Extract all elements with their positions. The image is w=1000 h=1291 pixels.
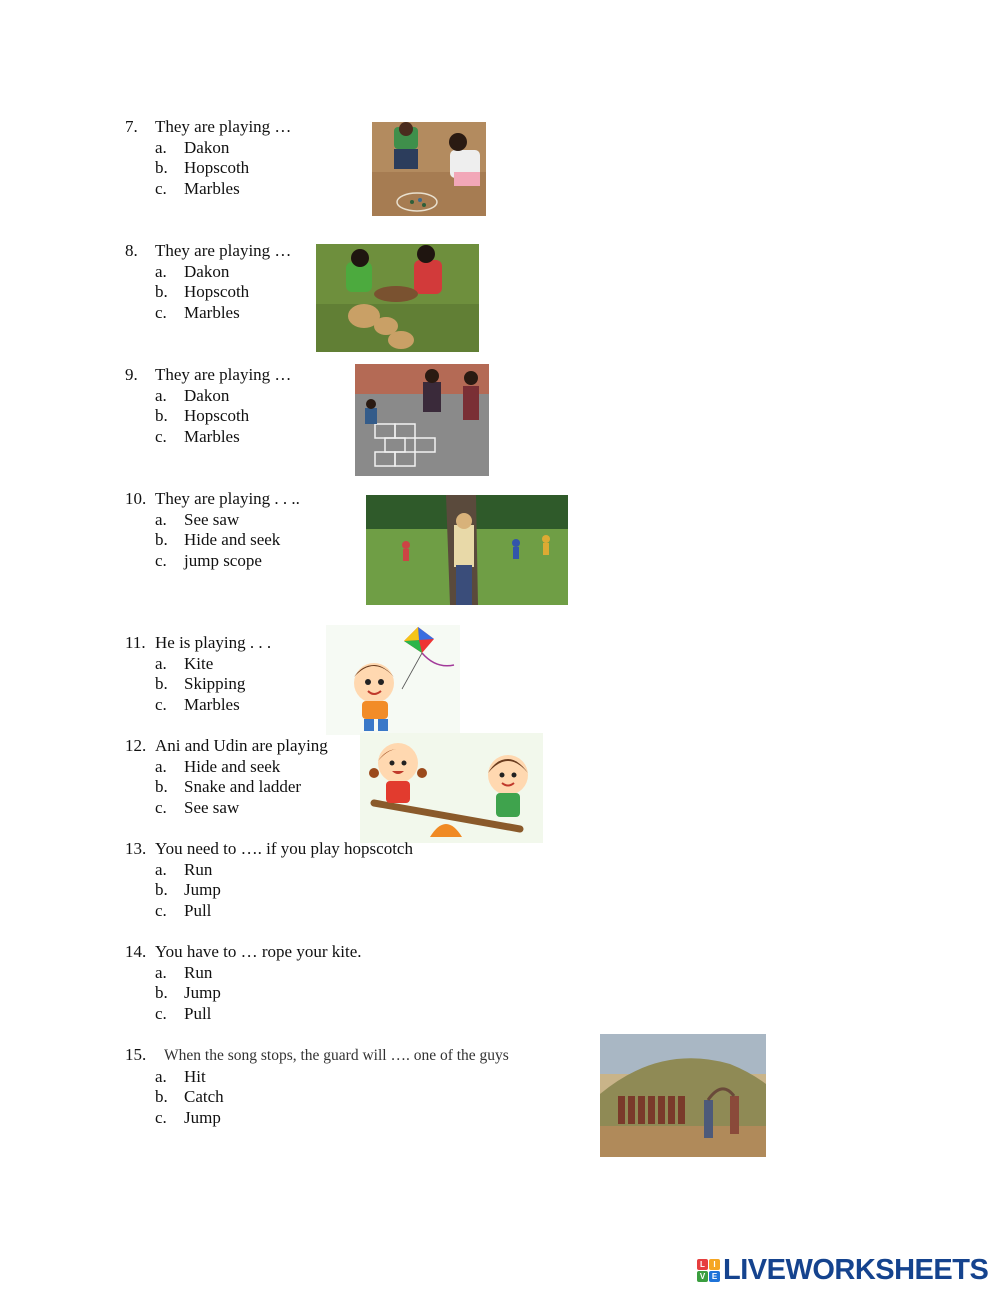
option-a[interactable]: a. See saw (155, 509, 240, 529)
brand-name: LIVEWORKSHEETS (723, 1253, 989, 1286)
option-a[interactable]: a. Hide and seek (155, 756, 281, 776)
option-b[interactable]: b. Hopscoth (155, 158, 250, 178)
option-c[interactable]: c. Marbles (155, 426, 240, 446)
question-stem: You have to … rope your kite. (155, 942, 362, 961)
option-c[interactable]: c. Pull (155, 1003, 212, 1023)
question-stem: They are playing . . .. (155, 489, 300, 508)
option-a[interactable]: a. Kite (155, 653, 214, 673)
question-11 (125, 633, 271, 715)
option-c[interactable]: c. See saw (155, 797, 240, 817)
option-b[interactable]: b. Snake and ladder (155, 777, 302, 797)
question-number: 13. (125, 839, 147, 858)
question-number: 15. (125, 1045, 147, 1064)
question-8 (125, 241, 291, 323)
option-c[interactable]: c. Marbles (155, 694, 240, 714)
liveworksheets-icon: L I V E (697, 1259, 720, 1282)
option-b[interactable]: b. Hide and seek (155, 530, 281, 550)
option-a[interactable]: a. Dakon (155, 261, 230, 281)
option-a[interactable]: a. Run (155, 859, 213, 879)
question-9 (125, 365, 291, 447)
option-c[interactable]: c. jump scope (155, 550, 262, 570)
question-13 (125, 839, 413, 921)
question-12 (125, 736, 328, 818)
question-number: 10. (125, 489, 147, 508)
option-b[interactable]: b. Catch (155, 1087, 224, 1107)
option-b[interactable]: b. Jump (155, 983, 221, 1003)
hide-and-seek-photo (366, 495, 568, 605)
question-stem: You need to …. if you play hopscotch (155, 839, 413, 858)
question-stem: When the song stops, the guard will …. one of the guys (164, 1047, 509, 1064)
option-c[interactable]: c. Pull (155, 900, 212, 920)
hopscotch-photo (355, 364, 489, 476)
option-c[interactable]: c. Marbles (155, 302, 240, 322)
question-10 (125, 489, 300, 571)
question-stem: They are playing … (155, 117, 292, 136)
option-b[interactable]: b. Hopscoth (155, 282, 250, 302)
question-stem: He is playing . . . (155, 633, 272, 652)
option-a[interactable]: a. Dakon (155, 385, 230, 405)
option-c[interactable]: c. Marbles (155, 178, 240, 198)
liveworksheets-logo (697, 1255, 988, 1285)
question-number: 9. (125, 365, 138, 384)
option-a[interactable]: a. Dakon (155, 137, 230, 157)
question-number: 8. (125, 241, 138, 260)
option-c[interactable]: c. Jump (155, 1107, 221, 1127)
question-number: 14. (125, 942, 147, 961)
question-number: 12. (125, 736, 147, 755)
question-number: 7. (125, 117, 138, 136)
marbles-photo (372, 122, 486, 216)
option-b[interactable]: b. Skipping (155, 674, 246, 694)
option-a[interactable]: a. Hit (155, 1066, 206, 1086)
question-stem: Ani and Udin are playing (155, 736, 328, 755)
question-15 (125, 1045, 509, 1128)
option-b[interactable]: b. Jump (155, 880, 221, 900)
guard-game-painting (600, 1034, 766, 1157)
dakon-photo (316, 244, 479, 352)
option-b[interactable]: b. Hopscoth (155, 406, 250, 426)
question-stem: They are playing … (155, 365, 292, 384)
question-7 (125, 117, 291, 199)
option-a[interactable]: a. Run (155, 962, 213, 982)
question-14 (125, 942, 362, 1024)
kite-boy-illustration (326, 625, 460, 735)
question-stem: They are playing … (155, 241, 292, 260)
question-number: 11. (125, 633, 146, 652)
see-saw-illustration (360, 733, 543, 843)
